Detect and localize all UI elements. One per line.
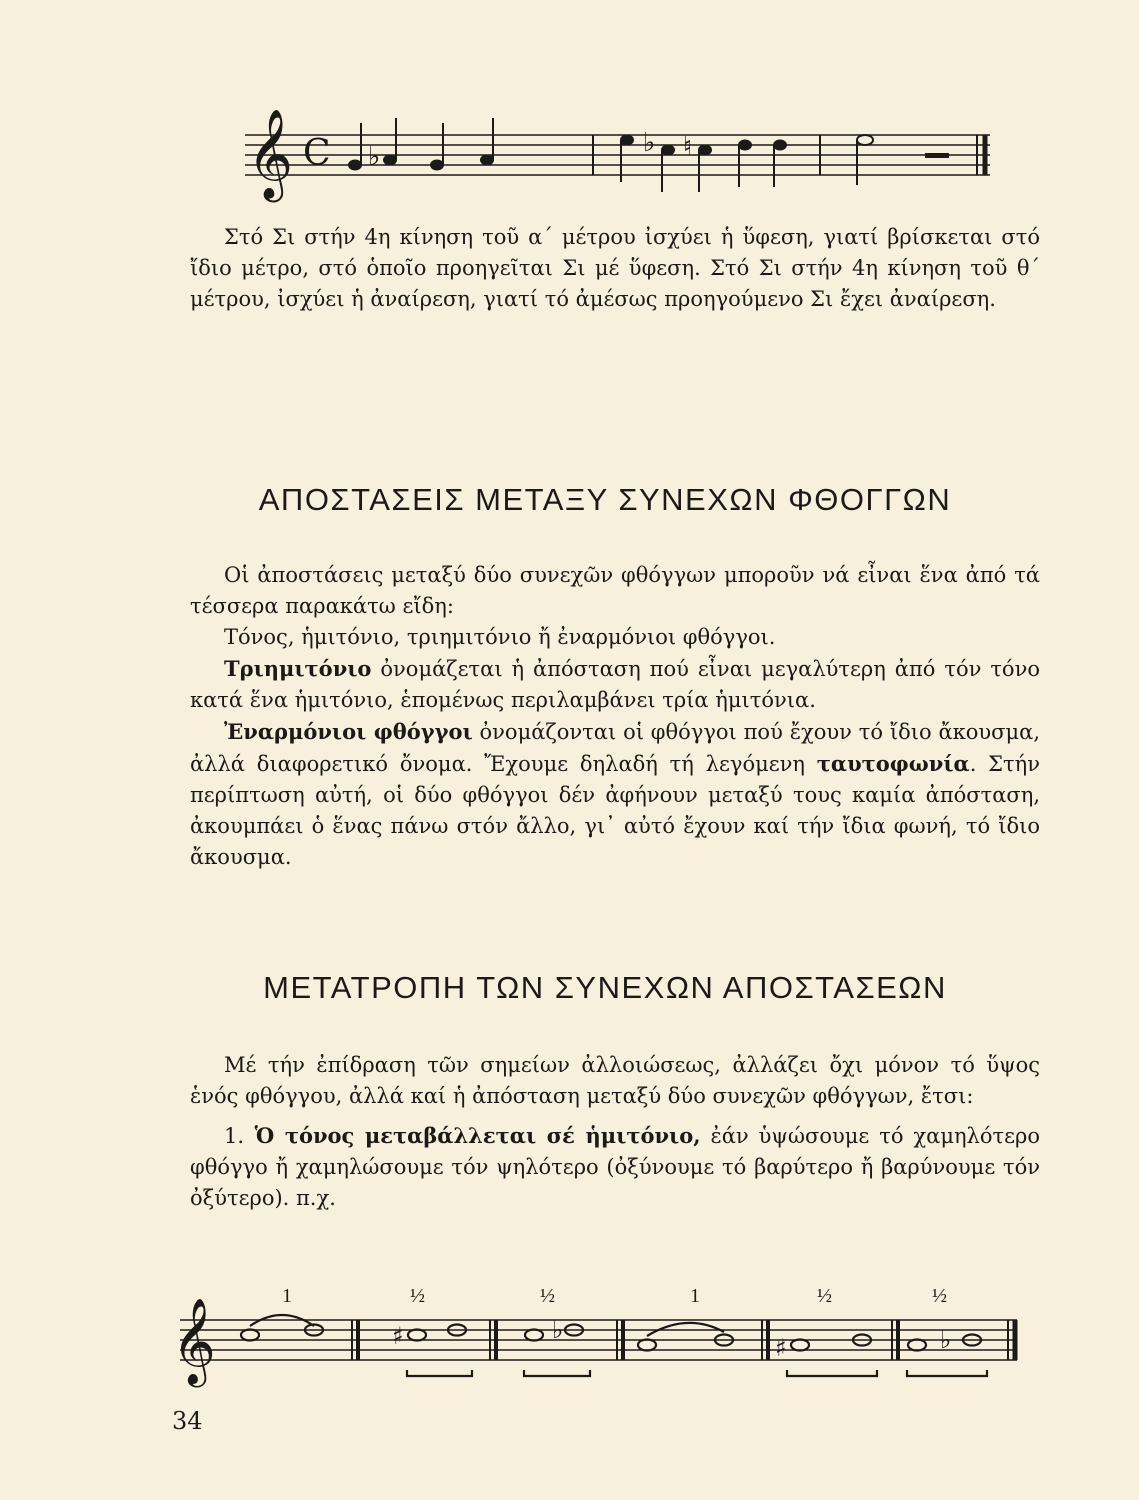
- enharmonic-definition: Ἐναρμόνιοι φθόγγοι ὀνομάζονται οἱ φθόγγοι πού ἔχουν τό ἴδιο ἄκουσμα, ἀλλά διαφορετικό ὄνομα. Ἔχουμε δηλαδή τή λεγόμενη ταυτοφωνία. Στήν περίπτωση αὐτή, οἱ δύο φθόγγοι δέν ἀφήνουν μεταξύ τους καμία ἀπόσταση, ἀκουμπάει ὁ ἕνας πάνω στόν ἄλλο, γι᾽ αὐτό ἔχουν καί τήν ἴδια φωνή, τό ἴδιο ἄκουσμα.: [190, 719, 1041, 869]
- intervals-section: [190, 560, 1040, 873]
- section-heading-intervals: ΑΠΟΣΤΑΣΕΙΣ ΜΕΤΑΞΥ ΣΥΝΕΧΩΝ ΦΘΟΓΓΩΝ: [258, 482, 952, 517]
- svg-text:♭: ♭: [940, 1326, 952, 1354]
- svg-text:♯: ♯: [775, 1334, 787, 1362]
- intro-paragraph: [190, 222, 1040, 315]
- term-tautophony: ταυτοφωνία: [816, 751, 970, 776]
- top-music-staff: [225, 85, 995, 210]
- svg-text:♭: ♭: [643, 128, 656, 158]
- svg-text:♯: ♯: [392, 1322, 404, 1350]
- accidental-rule-text: Στό Σι στήν 4η κίνηση τοῦ α΄ μέτρου ἰσχύει ἡ ὕφεση, γιατί βρίσκεται στό ἴδιο μέτρο, στό ὁποῖο προηγεῖται Σι μέ ὕφεση. Στό Σι στήν 4η κίνηση τοῦ θ΄ μέτρου, ἰσχύει ἡ ἀναίρεση, γιατί τό ἀμέσως προηγούμενο Σι ἔχει ἀναίρεση.: [190, 225, 1040, 311]
- section-heading-conversion: ΜΕΤΑΤΡΟΠΗ ΤΩΝ ΣΥΝΕΧΩΝ ΑΠΟΣΤΑΣΕΩΝ: [263, 970, 947, 1005]
- svg-text:𝄞: 𝄞: [247, 109, 294, 199]
- term-trihemitone: Τριημιτόνιο: [224, 656, 372, 681]
- interval-label: ½: [540, 1285, 555, 1307]
- conversion-rule-1: 1. Ὁ τόνος μεταβάλλεται σέ ἡμιτόνιο, ἐάν ὑψώσουμε τό χαμηλότερο φθόγγο ἤ χαμηλώσουμε τόν ψηλότερο (ὀξύνουμε τό βαρύτερο ἤ βαρύνουμε τόν ὀξύτερο). π.χ.: [190, 1123, 1040, 1210]
- interval-labels: [282, 1285, 947, 1307]
- intervals-intro: Οἱ ἀποστάσεις μεταξύ δύο συνεχῶν φθόγγων μποροῦν νά εἶναι ἕνα ἀπό τά τέσσερα παρακάτω εἴδη:: [190, 563, 1040, 618]
- page-number: 34: [172, 1407, 203, 1435]
- interval-examples-staff: [172, 1270, 1022, 1395]
- term-enharmonic: Ἐναρμόνιοι φθόγγοι: [224, 719, 473, 744]
- interval-label: ½: [932, 1285, 947, 1307]
- svg-text:♮: ♮: [683, 132, 693, 162]
- interval-label: 1: [282, 1285, 292, 1307]
- conversion-section: [190, 1050, 1040, 1214]
- svg-text:♭: ♭: [368, 142, 381, 172]
- conversion-intro: Μέ τήν ἐπίδραση τῶν σημείων ἀλλοιώσεως, ἀλλάζει ὄχι μόνον τό ὕψος ἑνός φθόγγου, ἀλλά καί ἡ ἀπόσταση μεταξύ δύο συνεχῶν φθόγγων, ἔτσι:: [190, 1053, 1040, 1108]
- interval-label: ½: [817, 1285, 832, 1307]
- interval-label: 1: [690, 1285, 700, 1307]
- interval-types-list: Τόνος, ἡμιτόνιο, τριημιτόνιο ἤ ἐναρμόνιοι φθόγγοι.: [224, 625, 776, 649]
- svg-text:𝄞: 𝄞: [172, 1298, 216, 1384]
- interval-label: ½: [410, 1285, 425, 1307]
- trihemitone-definition: Τριημιτόνιο ὀνομάζεται ἡ ἀπόσταση πού εἶναι μεγαλύτερη ἀπό τόν τόνο κατά ἕνα ἡμιτόνιο, ἑπομένως περιλαμβάνει τρία ἡμιτόνια.: [190, 656, 1040, 712]
- svg-text:C: C: [303, 133, 331, 174]
- svg-text:♭: ♭: [552, 1316, 564, 1344]
